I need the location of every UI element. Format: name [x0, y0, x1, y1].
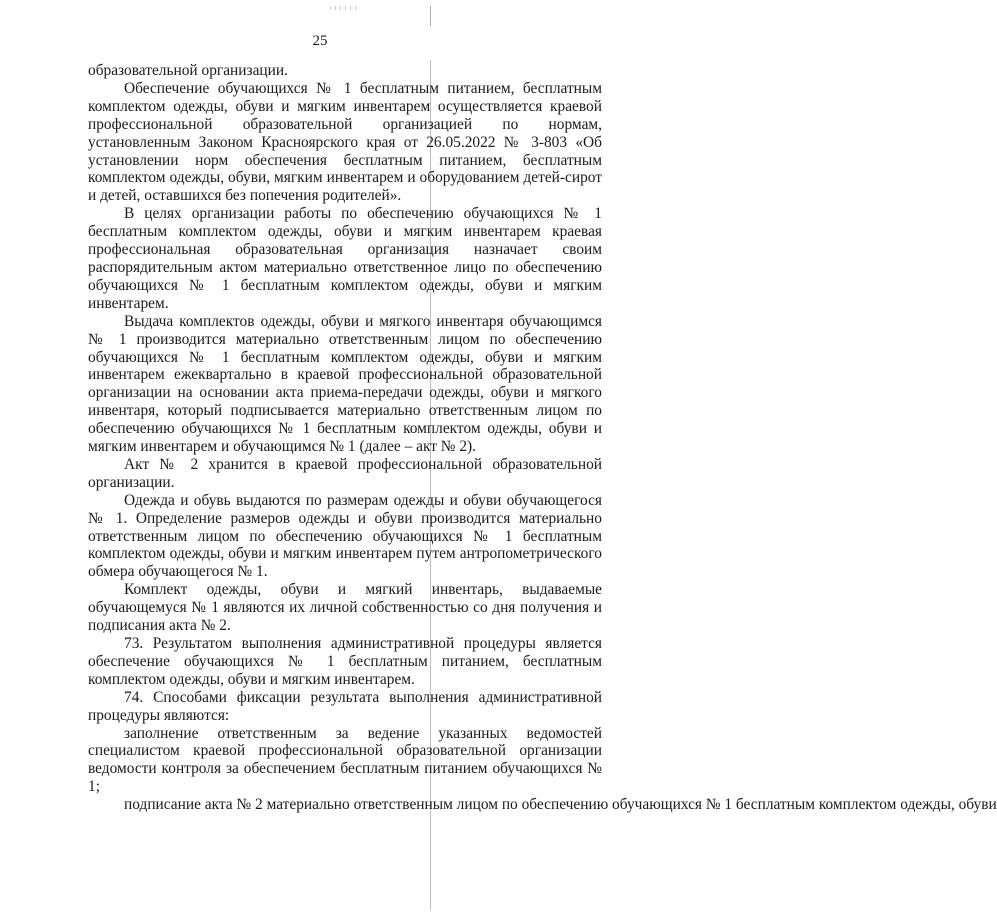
paragraph-fixation-statement: заполнение ответственным за ведение указанных ведомостей специалистом краевой профессиональной образовательной организации ведомости контроля за обеспечением бесплатным питанием обучающихся № 1;	[88, 724, 602, 796]
page-number: 25	[312, 33, 328, 49]
scan-artifact-line-top	[430, 6, 431, 26]
paragraph-fixation-act: подписание акта № 2 материально ответственным лицом по обеспечению обучающихся № 1 бесплатным комплектом одежды, обуви	[124, 796, 997, 814]
paragraph-responsible-person: В целях организации работы по обеспечению обучающихся № 1 бесплатным комплектом одежды, обуви и мягким инвентарем краевая профессиональная образовательная организация назначает своим распорядительным актом материально ответственное лицо по обеспечению обучающихся № 1 бесплатным комплектом одежды, обуви и мягким инвентарем.	[88, 205, 602, 312]
paragraph-ownership: Комплект одежды, обуви и мягкий инвентарь, выдаваемые обучающемуся № 1 являются их личной собственностью со дня получения и подписания акта № 2.	[88, 581, 602, 635]
paragraph-74-fixation: 74. Способами фиксации результата выполнения административной процедуры являются:	[88, 688, 602, 724]
paragraph-act-storage: Акт № 2 хранится в краевой профессиональной образовательной организации.	[88, 455, 602, 491]
scan-artifact-dots	[330, 6, 360, 10]
paragraph-continuation: образовательной организации.	[88, 62, 288, 79]
paragraph-norms: Обеспечение обучающихся № 1 бесплатным питанием, бесплатным комплектом одежды, обуви и мягким инвентарем осуществляется краевой профессиональной образовательной организацией по нормам, установленным Законом Красноярского края от 26.05.2022 № 3-803 «Об установлении норм обеспечения бесплатным питанием, бесплатным комплектом одежды, обуви, мягким инвентарем и оборудованием детей-сирот и детей, оставшихся без попечения родителей».	[88, 79, 602, 205]
paragraph-sizes: Одежда и обувь выдаются по размерам одежды и обуви обучающегося № 1. Определение размеров одежды и обуви производится материально ответственным лицом по обеспечению обучающихся № 1 бесплатным комплектом одежды, обуви и мягким инвентарем путем антропометрического обмера обучающегося № 1.	[88, 491, 602, 581]
paragraph-issuance: Выдача комплектов одежды, обуви и мягкого инвентаря обучающимся № 1 производится материально ответственным лицом по обеспечению обучающихся № 1 бесплатным комплектом одежды, обуви и мягким инвентарем ежеквартально в краевой профессиональной образовательной организации на основании акта приема-передачи одежды, обуви и мягкого инвентаря, который подписывается материально ответственным лицом по обеспечению обучающихся № 1 бесплатным комплектом одежды, обуви и мягким инвентарем и обучающимся № 1 (далее – акт № 2).	[88, 312, 602, 456]
paragraph-73-result: 73. Результатом выполнения административной процедуры является обеспечение обучающихся № 1 бесплатным питанием, бесплатным комплектом одежды, обуви и мягким инвентарем.	[88, 635, 602, 688]
document-body	[88, 62, 997, 814]
